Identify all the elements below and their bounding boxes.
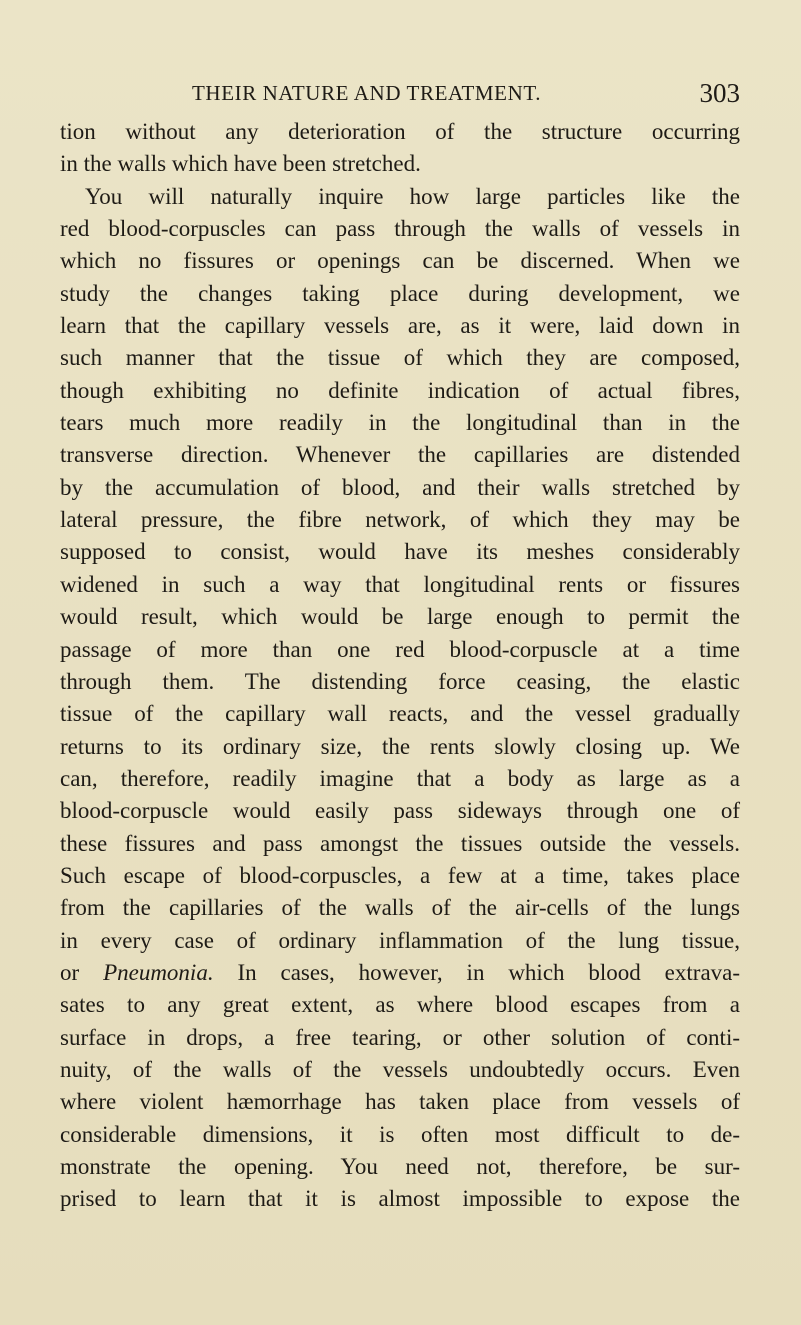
text-line: monstrate the opening. You need not, therefore, be sur- xyxy=(60,1154,740,1179)
text-line: nuity, of the walls of the vessels undoubtedly occurs. Even xyxy=(60,1056,740,1082)
text-line: returns to its ordinary size, the rents slowly closing up. We xyxy=(60,733,740,759)
text-line: though exhibiting no definite indication of actual fibres, xyxy=(60,377,740,403)
text-line: tears much more readily in the longitudinal than in the xyxy=(60,410,740,436)
text-line: You will naturally inquire how large particles like the xyxy=(85,183,740,209)
text-line: which no fissures or openings can be discerned. When we xyxy=(60,248,740,274)
text-line: learn that the capillary vessels are, as it were, laid down in xyxy=(60,313,740,339)
italic-term: Pneumonia. xyxy=(103,959,214,985)
text-line: from the capillaries of the walls of the air-cells of the lungs xyxy=(60,895,740,921)
text-line: sates to any great extent, as where blood escapes from a xyxy=(60,992,740,1018)
text-line: would result, which would be large enough to permit the xyxy=(60,604,740,630)
text-line: by the accumulation of blood, and their walls stretched by xyxy=(60,474,740,500)
text-line: considerable dimensions, it is often most difficult to de- xyxy=(60,1121,740,1147)
text-line: where violent hæmorrhage has taken place from vessels of xyxy=(60,1089,740,1115)
text-line: in every case of ordinary inflammation of the lung tissue, xyxy=(60,927,740,953)
text-line: red blood-corpuscles can pass through the walls of vessels in xyxy=(60,216,740,242)
text-line: through them. The distending force ceasing, the elastic xyxy=(60,668,740,694)
text-line: lateral pressure, the fibre network, of which they may be xyxy=(60,507,740,533)
text-line: prised to learn that it is almost impossible to expose the xyxy=(60,1186,740,1212)
text-line: these fissures and pass amongst the tissues outside the vessels. xyxy=(60,830,740,856)
body-text xyxy=(60,116,740,1216)
text-line: such manner that the tissue of which they are composed, xyxy=(60,345,740,371)
text-line: study the changes taking place during development, we xyxy=(60,280,740,306)
text-fragment: or xyxy=(60,959,80,985)
text-line: supposed to consist, would have its meshes considerably xyxy=(60,539,740,565)
text-line: surface in drops, a free tearing, or other solution of conti- xyxy=(60,1024,740,1050)
text-line: tissue of the capillary wall reacts, and the vessel gradually xyxy=(60,701,740,727)
page-number: 303 xyxy=(699,78,740,108)
text-fragment: In cases, however, in which blood extrava- xyxy=(237,959,741,985)
running-title: THEIR NATURE AND TREATMENT. xyxy=(192,81,542,105)
text-line: tion without any deterioration of the structure occurring xyxy=(60,119,740,144)
text-line: transverse direction. Whenever the capillaries are distended xyxy=(60,442,740,468)
text-line-with-italic xyxy=(60,957,740,989)
text-line: can, therefore, readily imagine that a body as large as a xyxy=(60,765,740,791)
text-line: blood-corpuscle would easily pass sideways through one of xyxy=(60,798,740,824)
text-line: passage of more than one red blood-corpuscle at a time xyxy=(60,636,740,662)
text-line: Such escape of blood-corpuscles, a few at a time, takes place xyxy=(60,862,740,888)
text-line: in the walls which have been stretched. xyxy=(60,151,421,177)
running-header xyxy=(60,76,740,110)
text-line: widened in such a way that longitudinal rents or fissures xyxy=(60,571,740,597)
